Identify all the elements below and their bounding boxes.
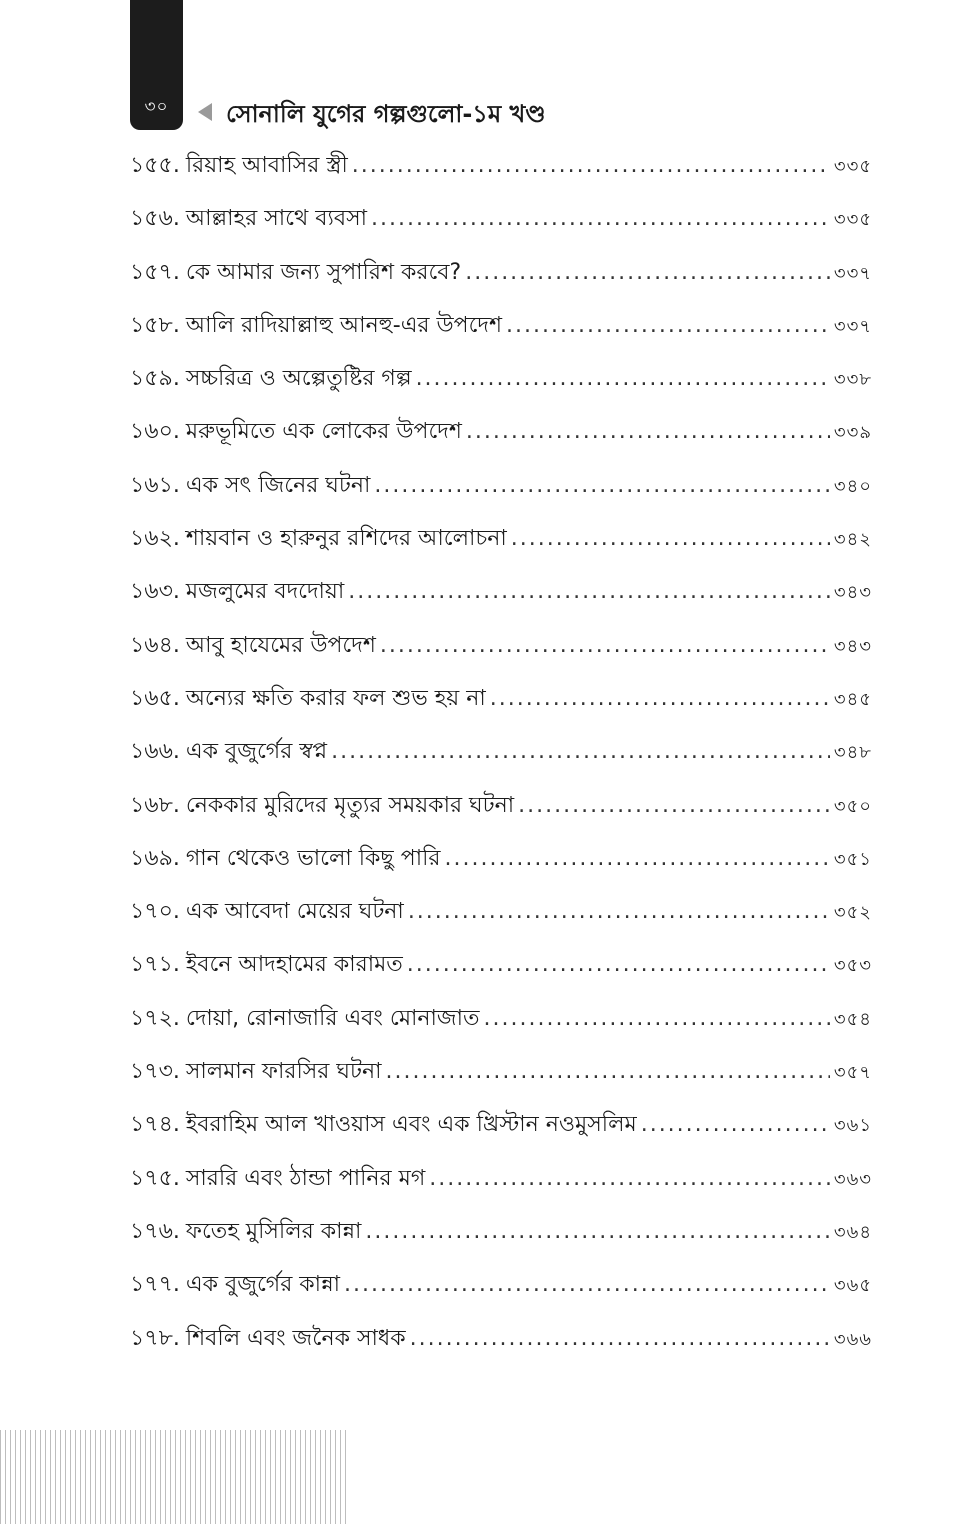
toc-entry-title: আল্লাহর সাথে ব্যবসা	[185, 206, 367, 232]
toc-entry	[130, 574, 872, 627]
toc-entry	[130, 201, 872, 254]
toc-entry	[130, 894, 872, 947]
toc-entry-title: আবু হাযেমের উপদেশ	[185, 632, 376, 658]
toc-entry-number: ১৭৪.	[130, 1112, 180, 1138]
page-number: ৩০	[144, 97, 169, 117]
toc-entry-number: ১৭০.	[130, 899, 180, 925]
toc-entry-number: ১৭২.	[130, 1005, 180, 1031]
toc-entry-title: এক বুজুর্গের কান্না	[185, 1272, 341, 1298]
toc-entry-page: ৩৪৮	[833, 742, 872, 764]
toc-entry-number: ১৭৭.	[130, 1272, 180, 1298]
toc-dot-leader	[371, 206, 830, 231]
toc-entry-title: কে আমার জন্য সুপারিশ করবে?	[185, 259, 462, 285]
toc-dot-leader	[410, 1326, 830, 1351]
toc-entry-page: ৩৪৩	[833, 635, 872, 657]
toc-entry-page: ৩৩৭	[833, 262, 872, 284]
toc-entry-title: মজলুমের বদদোয়া	[185, 579, 345, 605]
toc-entry-title: শায়বান ও হারুনুর রশিদের আলোচনা	[185, 526, 507, 552]
toc-entry-page: ৩৫৩	[833, 955, 872, 977]
toc-entry-page: ৩৫৪	[833, 1008, 872, 1030]
toc-dot-leader	[490, 686, 830, 711]
toc-entry-number: ১৭৫.	[130, 1165, 180, 1191]
toc-entry	[130, 361, 872, 414]
toc-dot-leader	[352, 153, 830, 178]
toc-dot-leader	[407, 952, 830, 977]
toc-dot-leader	[416, 366, 830, 391]
toc-entry-number: ১৫৯.	[130, 366, 180, 392]
toc-dot-leader	[408, 899, 830, 924]
toc-entry-page: ৩৪২	[833, 529, 872, 551]
toc-entry-title: আলি রাদিয়াল্লাহু আনহু-এর উপদেশ	[185, 312, 503, 338]
toc-entry-title: সাররি এবং ঠান্ডা পানির মগ	[185, 1165, 426, 1191]
toc-entry	[130, 1321, 872, 1374]
toc-entry-number: ১৫৫.	[130, 153, 180, 178]
toc-entry	[130, 1214, 872, 1267]
toc-entry-number: ১৬৫.	[130, 685, 180, 711]
toc-dot-leader	[348, 579, 830, 604]
toc-entry-page: ৩৩৭	[833, 315, 872, 337]
toc-entry-page: ৩৫৭	[833, 1062, 872, 1084]
toc-entry	[130, 947, 872, 1000]
toc-entry-page: ৩৬৫	[833, 1275, 872, 1297]
toc-dot-leader	[344, 1272, 830, 1297]
toc-entry-title: অন্যের ক্ষতি করার ফল শুভ হয় না	[185, 685, 486, 711]
toc-entry-number: ১৭৩.	[130, 1059, 180, 1085]
toc-entry-title: এক বুজুর্গের স্বপ্ন	[185, 739, 328, 765]
toc-entry-page: ৩৪০	[833, 475, 872, 497]
toc-entry	[130, 1267, 872, 1320]
toc-entry-title: সালমান ফারসির ঘটনা	[185, 1059, 382, 1085]
page-number-tab	[130, 0, 183, 130]
toc-entry-page: ৩৬৩	[833, 1168, 872, 1190]
toc-entry	[130, 308, 872, 361]
toc-entry-title: রিয়াহ আবাসির স্ত্রী	[185, 153, 348, 178]
toc-entry-title: গান থেকেও ভালো কিছু পারি	[185, 845, 441, 871]
toc-entry	[130, 1054, 872, 1107]
toc-entry-number: ১৬১.	[130, 472, 180, 498]
toc-entry	[130, 734, 872, 787]
toc-entry-number: ১৭১.	[130, 952, 180, 978]
toc-entry-number: ১৫৮.	[130, 312, 180, 338]
toc-entry-number: ১৬৩.	[130, 579, 180, 605]
toc-entry-page: ৩৩৫	[833, 209, 872, 231]
toc-dot-leader	[429, 1166, 830, 1191]
toc-dot-leader	[465, 260, 830, 285]
toc-dot-leader	[331, 739, 830, 764]
toc-entry-title: ইবনে আদহামের কারামত	[185, 952, 403, 978]
toc-entry	[130, 841, 872, 894]
toc-entry	[130, 788, 872, 841]
toc-dot-leader	[380, 633, 830, 658]
barcode-stripes-decoration	[0, 1430, 350, 1524]
toc-entry-number: ১৬২.	[130, 526, 180, 552]
toc-entry-page: ৩৩৫	[833, 156, 872, 177]
toc-dot-leader	[374, 473, 830, 498]
toc-entry-page: ৩৫১	[833, 848, 872, 870]
toc-entry-title: মরুভূমিতে এক লোকের উপদেশ	[185, 419, 462, 445]
toc-entry	[130, 1161, 872, 1214]
toc-entry-number: ১৬০.	[130, 419, 180, 445]
toc-dot-leader	[466, 419, 830, 444]
toc-dot-leader	[385, 1059, 829, 1084]
toc-entry-number: ১৭৮.	[130, 1325, 180, 1351]
toc-entry-page: ৩৪৩	[833, 582, 872, 604]
toc-entry	[130, 628, 872, 681]
left-arrow-icon	[198, 103, 212, 121]
toc-dot-leader	[641, 1112, 830, 1137]
toc-entry	[130, 681, 872, 734]
toc-entry-title: এক আবেদা মেয়ের ঘটনা	[185, 899, 404, 925]
toc-entry-title: দোয়া, রোনাজারি এবং মোনাজাত	[185, 1005, 480, 1031]
toc-dot-leader	[365, 1219, 830, 1244]
toc-entry-number: ১৬৬.	[130, 739, 180, 765]
toc-entry-title: শিবলি এবং জনৈক সাধক	[185, 1325, 406, 1351]
toc-entry-title: নেককার মুরিদের মৃত্যুর সময়কার ঘটনা	[185, 792, 515, 818]
toc-entry-page: ৩৩৮	[833, 369, 872, 391]
running-title: সোনালি যুগের গল্পগুলো-১ম খণ্ড	[226, 100, 546, 128]
toc-entry-title: ফতেহ মুসিলির কান্না	[185, 1218, 362, 1244]
toc-entry-page: ৩৩৯	[833, 422, 872, 444]
toc-entry-page: ৩৬৬	[833, 1328, 872, 1350]
toc-entry	[130, 414, 872, 467]
toc-dot-leader	[506, 313, 830, 338]
toc-dot-leader	[444, 846, 829, 871]
toc-entry	[130, 468, 872, 521]
toc-entry	[130, 521, 872, 574]
toc-entry-page: ৩৫২	[833, 902, 872, 924]
toc-entry-number: ১৫৭.	[130, 259, 180, 285]
toc-entry-page: ৩৫০	[833, 795, 872, 817]
toc-entry-number: ১৫৬.	[130, 206, 180, 232]
toc-entry	[130, 1001, 872, 1054]
toc-entry	[130, 148, 872, 201]
toc-dot-leader	[511, 526, 830, 551]
toc-entry-title: এক সৎ জিনের ঘটনা	[185, 472, 371, 498]
toc-entry-page: ৩৬৪	[833, 1221, 872, 1243]
table-of-contents	[130, 148, 872, 1374]
toc-entry	[130, 255, 872, 308]
toc-entry-page: ৩৪৫	[833, 688, 872, 710]
toc-entry	[130, 1107, 872, 1160]
toc-entry-number: ১৬৪.	[130, 632, 180, 658]
toc-dot-leader	[484, 1006, 830, 1031]
toc-entry-number: ১৭৬.	[130, 1218, 180, 1244]
toc-dot-leader	[518, 793, 830, 818]
toc-entry-title: সচ্চরিত্র ও অল্পেতুষ্টির গল্প	[185, 366, 412, 392]
toc-entry-number: ১৬৯.	[130, 845, 180, 871]
toc-entry-title: ইবরাহিম আল খাওয়াস এবং এক খ্রিস্টান নওমুসলিম	[185, 1112, 637, 1138]
toc-entry-page: ৩৬১	[833, 1115, 872, 1137]
toc-entry-number: ১৬৮.	[130, 792, 180, 818]
